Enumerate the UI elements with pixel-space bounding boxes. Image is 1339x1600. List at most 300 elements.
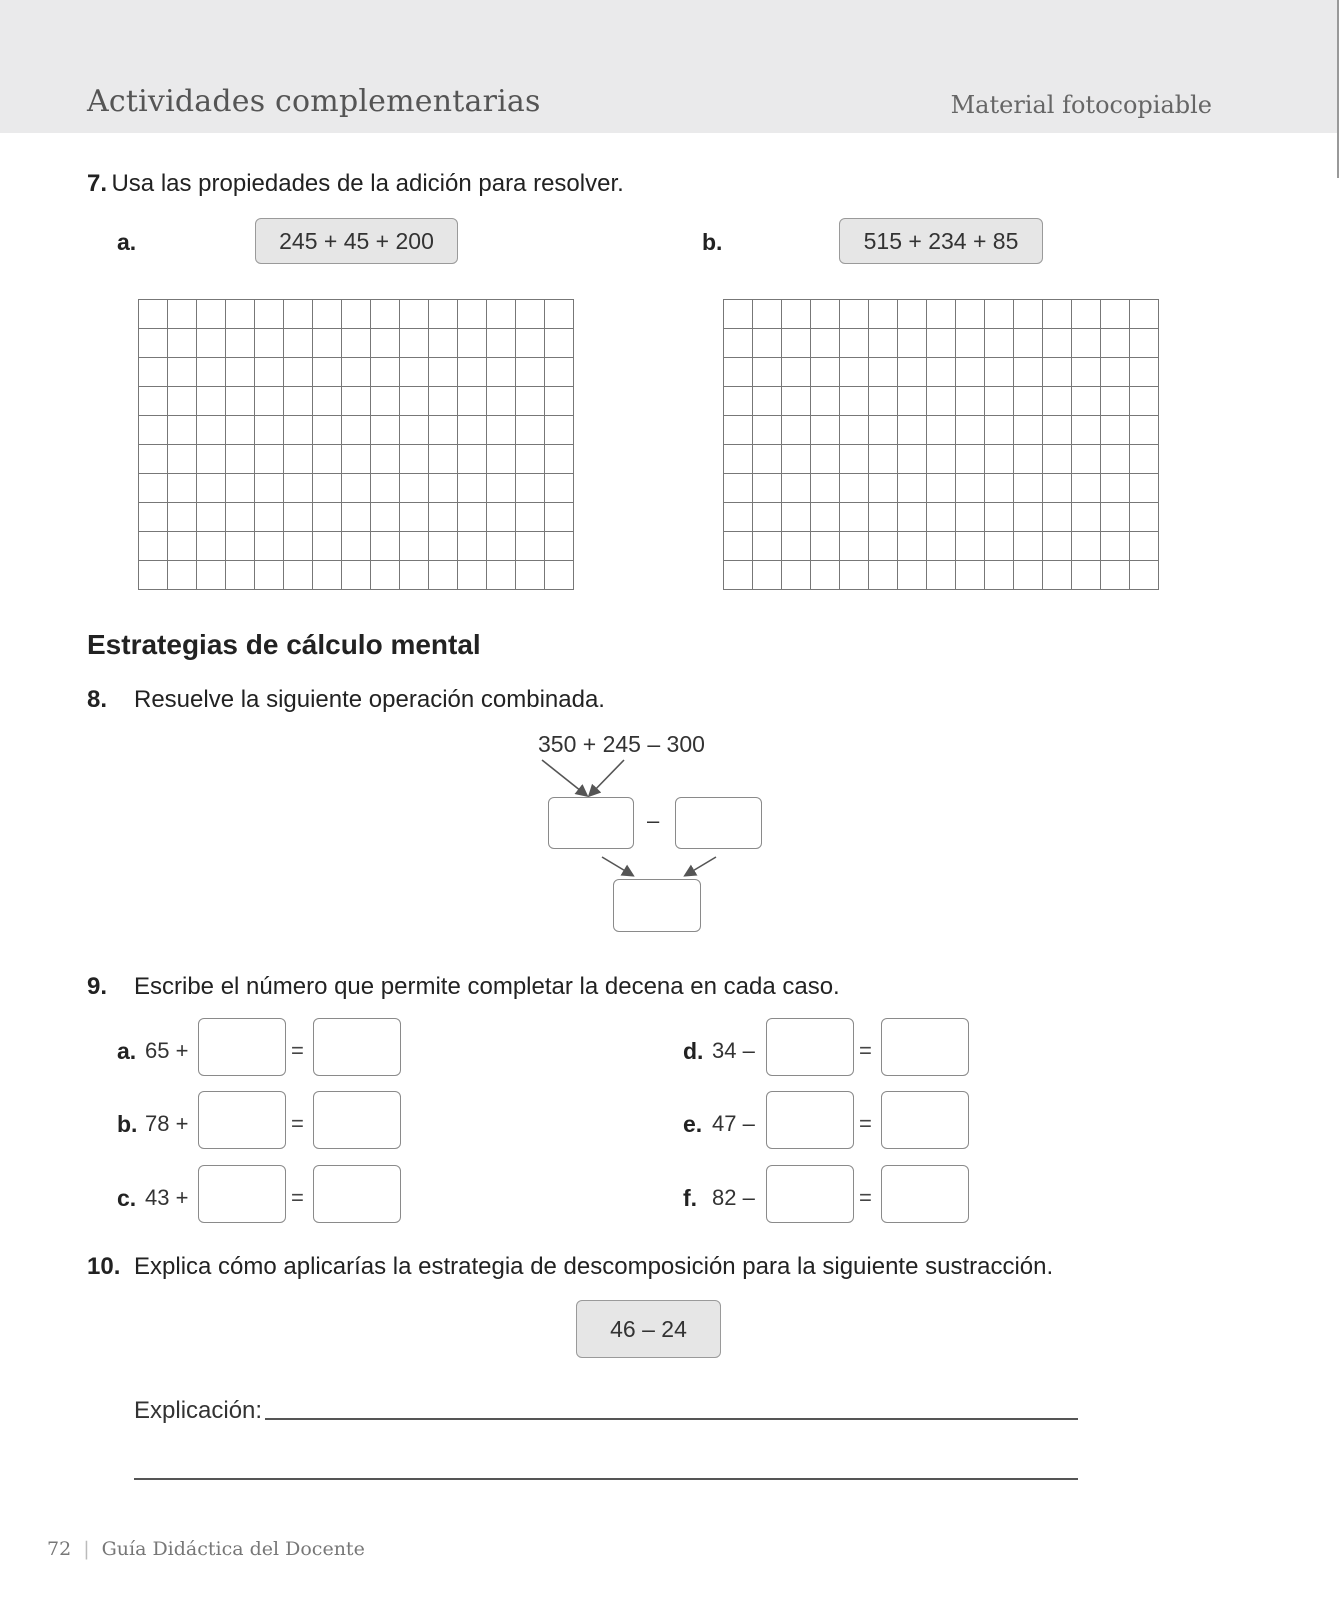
grid-cell[interactable] — [782, 503, 811, 532]
grid-cell[interactable] — [753, 474, 782, 503]
grid-cell[interactable] — [898, 358, 927, 387]
grid-cell[interactable] — [985, 416, 1014, 445]
q9-input-a[interactable] — [198, 1018, 286, 1076]
grid-cell[interactable] — [226, 474, 255, 503]
grid-cell[interactable] — [956, 474, 985, 503]
grid-cell[interactable] — [985, 561, 1014, 590]
grid-cell[interactable] — [956, 387, 985, 416]
grid-cell[interactable] — [985, 474, 1014, 503]
grid-cell[interactable] — [429, 300, 458, 329]
grid-cell[interactable] — [898, 416, 927, 445]
grid-cell[interactable] — [516, 358, 545, 387]
grid-cell[interactable] — [487, 474, 516, 503]
grid-cell[interactable] — [313, 387, 342, 416]
grid-cell[interactable] — [429, 358, 458, 387]
grid-cell[interactable] — [898, 474, 927, 503]
grid-cell[interactable] — [840, 300, 869, 329]
grid-cell[interactable] — [985, 387, 1014, 416]
grid-cell[interactable] — [1130, 445, 1159, 474]
grid-cell[interactable] — [429, 329, 458, 358]
grid-cell[interactable] — [516, 561, 545, 590]
grid-cell[interactable] — [956, 532, 985, 561]
grid-cell[interactable] — [516, 387, 545, 416]
grid-cell[interactable] — [168, 387, 197, 416]
grid-cell[interactable] — [1014, 416, 1043, 445]
grid-cell[interactable] — [255, 561, 284, 590]
grid-cell[interactable] — [869, 387, 898, 416]
grid-cell[interactable] — [458, 474, 487, 503]
grid-cell[interactable] — [898, 532, 927, 561]
grid-cell[interactable] — [371, 561, 400, 590]
q8-input-box-1[interactable] — [548, 797, 634, 849]
grid-cell[interactable] — [869, 474, 898, 503]
grid-cell[interactable] — [255, 474, 284, 503]
grid-cell[interactable] — [313, 503, 342, 532]
grid-cell[interactable] — [342, 561, 371, 590]
grid-cell[interactable] — [898, 387, 927, 416]
grid-cell[interactable] — [139, 358, 168, 387]
q9-input-c[interactable] — [198, 1165, 286, 1223]
grid-cell[interactable] — [284, 532, 313, 561]
grid-cell[interactable] — [168, 329, 197, 358]
grid-cell[interactable] — [226, 532, 255, 561]
grid-cell[interactable] — [487, 358, 516, 387]
grid-cell[interactable] — [429, 532, 458, 561]
grid-cell[interactable] — [516, 416, 545, 445]
q9-result-b[interactable] — [313, 1091, 401, 1149]
grid-cell[interactable] — [139, 387, 168, 416]
grid-cell[interactable] — [985, 329, 1014, 358]
grid-cell[interactable] — [168, 474, 197, 503]
grid-cell[interactable] — [1130, 532, 1159, 561]
grid-cell[interactable] — [753, 532, 782, 561]
grid-cell[interactable] — [139, 561, 168, 590]
grid-cell[interactable] — [197, 300, 226, 329]
grid-cell[interactable] — [400, 358, 429, 387]
grid-cell[interactable] — [1072, 358, 1101, 387]
grid-cell[interactable] — [840, 416, 869, 445]
grid-cell[interactable] — [1043, 445, 1072, 474]
grid-cell[interactable] — [400, 532, 429, 561]
grid-cell[interactable] — [284, 445, 313, 474]
grid-cell[interactable] — [255, 358, 284, 387]
grid-cell[interactable] — [168, 532, 197, 561]
grid-cell[interactable] — [898, 561, 927, 590]
grid-cell[interactable] — [545, 358, 574, 387]
grid-cell[interactable] — [927, 358, 956, 387]
grid-cell[interactable] — [840, 503, 869, 532]
grid-cell[interactable] — [869, 532, 898, 561]
grid-cell[interactable] — [226, 416, 255, 445]
grid-cell[interactable] — [197, 532, 226, 561]
grid-cell[interactable] — [342, 329, 371, 358]
grid-cell[interactable] — [284, 503, 313, 532]
q9-input-e[interactable] — [766, 1091, 854, 1149]
grid-cell[interactable] — [1130, 358, 1159, 387]
grid-cell[interactable] — [139, 416, 168, 445]
grid-cell[interactable] — [1130, 561, 1159, 590]
grid-cell[interactable] — [371, 532, 400, 561]
q8-result-box[interactable] — [613, 879, 701, 932]
grid-cell[interactable] — [342, 503, 371, 532]
q9-input-f[interactable] — [766, 1165, 854, 1223]
grid-cell[interactable] — [1130, 300, 1159, 329]
grid-cell[interactable] — [284, 387, 313, 416]
grid-cell[interactable] — [1014, 474, 1043, 503]
grid-cell[interactable] — [753, 387, 782, 416]
grid-cell[interactable] — [255, 532, 284, 561]
grid-cell[interactable] — [516, 445, 545, 474]
grid-cell[interactable] — [753, 445, 782, 474]
grid-cell[interactable] — [284, 358, 313, 387]
grid-cell[interactable] — [458, 416, 487, 445]
grid-cell[interactable] — [545, 300, 574, 329]
q9-result-e[interactable] — [881, 1091, 969, 1149]
grid-cell[interactable] — [724, 445, 753, 474]
grid-cell[interactable] — [869, 300, 898, 329]
grid-cell[interactable] — [840, 358, 869, 387]
grid-cell[interactable] — [226, 445, 255, 474]
grid-cell[interactable] — [724, 561, 753, 590]
grid-cell[interactable] — [197, 387, 226, 416]
grid-cell[interactable] — [927, 503, 956, 532]
grid-cell[interactable] — [782, 300, 811, 329]
q9-result-a[interactable] — [313, 1018, 401, 1076]
grid-cell[interactable] — [371, 300, 400, 329]
grid-cell[interactable] — [782, 387, 811, 416]
grid-cell[interactable] — [927, 445, 956, 474]
grid-cell[interactable] — [724, 387, 753, 416]
grid-cell[interactable] — [753, 300, 782, 329]
q9-result-d[interactable] — [881, 1018, 969, 1076]
grid-cell[interactable] — [1072, 445, 1101, 474]
grid-cell[interactable] — [371, 474, 400, 503]
grid-cell[interactable] — [1101, 445, 1130, 474]
q9-result-c[interactable] — [313, 1165, 401, 1223]
grid-cell[interactable] — [400, 387, 429, 416]
grid-cell[interactable] — [168, 300, 197, 329]
grid-cell[interactable] — [985, 445, 1014, 474]
grid-cell[interactable] — [487, 387, 516, 416]
grid-cell[interactable] — [342, 474, 371, 503]
grid-cell[interactable] — [1130, 387, 1159, 416]
grid-cell[interactable] — [400, 300, 429, 329]
grid-cell[interactable] — [313, 474, 342, 503]
grid-cell[interactable] — [226, 561, 255, 590]
answer-grid-b[interactable] — [723, 299, 1159, 590]
grid-cell[interactable] — [284, 416, 313, 445]
grid-cell[interactable] — [1101, 387, 1130, 416]
grid-cell[interactable] — [371, 387, 400, 416]
grid-cell[interactable] — [1043, 503, 1072, 532]
grid-cell[interactable] — [429, 503, 458, 532]
grid-cell[interactable] — [400, 474, 429, 503]
grid-cell[interactable] — [840, 532, 869, 561]
grid-cell[interactable] — [956, 503, 985, 532]
grid-cell[interactable] — [1014, 387, 1043, 416]
grid-cell[interactable] — [1130, 474, 1159, 503]
grid-cell[interactable] — [927, 532, 956, 561]
grid-cell[interactable] — [545, 416, 574, 445]
grid-cell[interactable] — [811, 532, 840, 561]
grid-cell[interactable] — [255, 503, 284, 532]
grid-cell[interactable] — [724, 474, 753, 503]
grid-cell[interactable] — [342, 300, 371, 329]
grid-cell[interactable] — [545, 474, 574, 503]
grid-cell[interactable] — [753, 503, 782, 532]
grid-cell[interactable] — [1072, 532, 1101, 561]
grid-cell[interactable] — [724, 416, 753, 445]
explanation-line-1[interactable] — [265, 1418, 1078, 1420]
grid-cell[interactable] — [1101, 532, 1130, 561]
grid-cell[interactable] — [1130, 329, 1159, 358]
grid-cell[interactable] — [811, 503, 840, 532]
grid-cell[interactable] — [869, 561, 898, 590]
q9-input-d[interactable] — [766, 1018, 854, 1076]
grid-cell[interactable] — [1101, 474, 1130, 503]
grid-cell[interactable] — [956, 358, 985, 387]
grid-cell[interactable] — [458, 300, 487, 329]
grid-cell[interactable] — [782, 416, 811, 445]
grid-cell[interactable] — [1101, 503, 1130, 532]
grid-cell[interactable] — [782, 532, 811, 561]
grid-cell[interactable] — [226, 358, 255, 387]
grid-cell[interactable] — [284, 561, 313, 590]
grid-cell[interactable] — [545, 561, 574, 590]
grid-cell[interactable] — [811, 561, 840, 590]
grid-cell[interactable] — [487, 416, 516, 445]
grid-cell[interactable] — [985, 532, 1014, 561]
grid-cell[interactable] — [284, 300, 313, 329]
grid-cell[interactable] — [429, 561, 458, 590]
grid-cell[interactable] — [869, 445, 898, 474]
grid-cell[interactable] — [1014, 445, 1043, 474]
grid-cell[interactable] — [487, 300, 516, 329]
grid-cell[interactable] — [139, 532, 168, 561]
grid-cell[interactable] — [811, 474, 840, 503]
grid-cell[interactable] — [985, 358, 1014, 387]
grid-cell[interactable] — [371, 329, 400, 358]
grid-cell[interactable] — [545, 445, 574, 474]
grid-cell[interactable] — [898, 329, 927, 358]
grid-cell[interactable] — [811, 445, 840, 474]
grid-cell[interactable] — [400, 416, 429, 445]
grid-cell[interactable] — [1072, 474, 1101, 503]
grid-cell[interactable] — [226, 329, 255, 358]
grid-cell[interactable] — [313, 358, 342, 387]
grid-cell[interactable] — [840, 445, 869, 474]
grid-cell[interactable] — [840, 561, 869, 590]
grid-cell[interactable] — [458, 532, 487, 561]
grid-cell[interactable] — [956, 300, 985, 329]
grid-cell[interactable] — [371, 416, 400, 445]
grid-cell[interactable] — [1014, 532, 1043, 561]
grid-cell[interactable] — [313, 329, 342, 358]
grid-cell[interactable] — [197, 329, 226, 358]
grid-cell[interactable] — [1043, 416, 1072, 445]
grid-cell[interactable] — [255, 387, 284, 416]
grid-cell[interactable] — [139, 329, 168, 358]
grid-cell[interactable] — [927, 387, 956, 416]
grid-cell[interactable] — [168, 445, 197, 474]
grid-cell[interactable] — [1043, 387, 1072, 416]
grid-cell[interactable] — [255, 416, 284, 445]
grid-cell[interactable] — [516, 474, 545, 503]
grid-cell[interactable] — [313, 300, 342, 329]
grid-cell[interactable] — [545, 329, 574, 358]
grid-cell[interactable] — [400, 561, 429, 590]
grid-cell[interactable] — [1072, 300, 1101, 329]
grid-cell[interactable] — [139, 474, 168, 503]
grid-cell[interactable] — [197, 474, 226, 503]
grid-cell[interactable] — [168, 503, 197, 532]
grid-cell[interactable] — [371, 358, 400, 387]
grid-cell[interactable] — [1014, 329, 1043, 358]
grid-cell[interactable] — [1043, 532, 1072, 561]
grid-cell[interactable] — [782, 329, 811, 358]
grid-cell[interactable] — [139, 300, 168, 329]
grid-cell[interactable] — [197, 561, 226, 590]
grid-cell[interactable] — [1043, 561, 1072, 590]
answer-grid-a[interactable] — [138, 299, 574, 590]
grid-cell[interactable] — [342, 387, 371, 416]
grid-cell[interactable] — [487, 532, 516, 561]
grid-cell[interactable] — [429, 474, 458, 503]
grid-cell[interactable] — [342, 445, 371, 474]
grid-cell[interactable] — [168, 416, 197, 445]
grid-cell[interactable] — [811, 300, 840, 329]
explanation-line-2[interactable] — [134, 1478, 1078, 1480]
grid-cell[interactable] — [400, 445, 429, 474]
grid-cell[interactable] — [516, 503, 545, 532]
grid-cell[interactable] — [927, 561, 956, 590]
grid-cell[interactable] — [811, 416, 840, 445]
grid-cell[interactable] — [1101, 358, 1130, 387]
grid-cell[interactable] — [927, 329, 956, 358]
grid-cell[interactable] — [898, 445, 927, 474]
grid-cell[interactable] — [458, 387, 487, 416]
grid-cell[interactable] — [487, 503, 516, 532]
grid-cell[interactable] — [458, 329, 487, 358]
grid-cell[interactable] — [782, 561, 811, 590]
grid-cell[interactable] — [898, 300, 927, 329]
grid-cell[interactable] — [487, 329, 516, 358]
grid-cell[interactable] — [255, 300, 284, 329]
grid-cell[interactable] — [1130, 416, 1159, 445]
grid-cell[interactable] — [753, 561, 782, 590]
grid-cell[interactable] — [724, 300, 753, 329]
grid-cell[interactable] — [255, 445, 284, 474]
grid-cell[interactable] — [956, 329, 985, 358]
grid-cell[interactable] — [197, 503, 226, 532]
grid-cell[interactable] — [898, 503, 927, 532]
grid-cell[interactable] — [1130, 503, 1159, 532]
grid-cell[interactable] — [371, 445, 400, 474]
q9-input-b[interactable] — [198, 1091, 286, 1149]
grid-cell[interactable] — [400, 329, 429, 358]
grid-cell[interactable] — [342, 416, 371, 445]
grid-cell[interactable] — [869, 416, 898, 445]
grid-cell[interactable] — [724, 329, 753, 358]
grid-cell[interactable] — [1072, 503, 1101, 532]
grid-cell[interactable] — [956, 416, 985, 445]
grid-cell[interactable] — [1072, 561, 1101, 590]
grid-cell[interactable] — [458, 358, 487, 387]
grid-cell[interactable] — [811, 358, 840, 387]
grid-cell[interactable] — [1043, 329, 1072, 358]
grid-cell[interactable] — [1043, 358, 1072, 387]
grid-cell[interactable] — [342, 532, 371, 561]
grid-cell[interactable] — [1043, 474, 1072, 503]
grid-cell[interactable] — [197, 358, 226, 387]
grid-cell[interactable] — [1101, 561, 1130, 590]
grid-cell[interactable] — [516, 532, 545, 561]
grid-cell[interactable] — [811, 387, 840, 416]
grid-cell[interactable] — [545, 503, 574, 532]
q8-input-box-2[interactable] — [675, 797, 762, 849]
grid-cell[interactable] — [985, 503, 1014, 532]
grid-cell[interactable] — [782, 474, 811, 503]
grid-cell[interactable] — [313, 445, 342, 474]
grid-cell[interactable] — [545, 532, 574, 561]
grid-cell[interactable] — [313, 416, 342, 445]
grid-cell[interactable] — [782, 358, 811, 387]
grid-cell[interactable] — [139, 503, 168, 532]
grid-cell[interactable] — [724, 358, 753, 387]
grid-cell[interactable] — [168, 561, 197, 590]
grid-cell[interactable] — [429, 445, 458, 474]
grid-cell[interactable] — [400, 503, 429, 532]
grid-cell[interactable] — [1072, 387, 1101, 416]
grid-cell[interactable] — [840, 329, 869, 358]
grid-cell[interactable] — [956, 561, 985, 590]
grid-cell[interactable] — [197, 445, 226, 474]
grid-cell[interactable] — [226, 503, 255, 532]
grid-cell[interactable] — [927, 416, 956, 445]
grid-cell[interactable] — [487, 561, 516, 590]
grid-cell[interactable] — [840, 474, 869, 503]
grid-cell[interactable] — [869, 503, 898, 532]
grid-cell[interactable] — [284, 474, 313, 503]
grid-cell[interactable] — [1101, 329, 1130, 358]
grid-cell[interactable] — [226, 387, 255, 416]
grid-cell[interactable] — [985, 300, 1014, 329]
grid-cell[interactable] — [1072, 329, 1101, 358]
grid-cell[interactable] — [545, 387, 574, 416]
grid-cell[interactable] — [1014, 503, 1043, 532]
grid-cell[interactable] — [313, 561, 342, 590]
grid-cell[interactable] — [255, 329, 284, 358]
grid-cell[interactable] — [516, 329, 545, 358]
grid-cell[interactable] — [313, 532, 342, 561]
grid-cell[interactable] — [1101, 300, 1130, 329]
grid-cell[interactable] — [753, 358, 782, 387]
grid-cell[interactable] — [371, 503, 400, 532]
grid-cell[interactable] — [782, 445, 811, 474]
grid-cell[interactable] — [1101, 416, 1130, 445]
grid-cell[interactable] — [139, 445, 168, 474]
grid-cell[interactable] — [724, 503, 753, 532]
grid-cell[interactable] — [1014, 358, 1043, 387]
grid-cell[interactable] — [1014, 300, 1043, 329]
grid-cell[interactable] — [458, 445, 487, 474]
grid-cell[interactable] — [927, 300, 956, 329]
grid-cell[interactable] — [342, 358, 371, 387]
q9-result-f[interactable] — [881, 1165, 969, 1223]
grid-cell[interactable] — [927, 474, 956, 503]
grid-cell[interactable] — [840, 387, 869, 416]
grid-cell[interactable] — [869, 329, 898, 358]
